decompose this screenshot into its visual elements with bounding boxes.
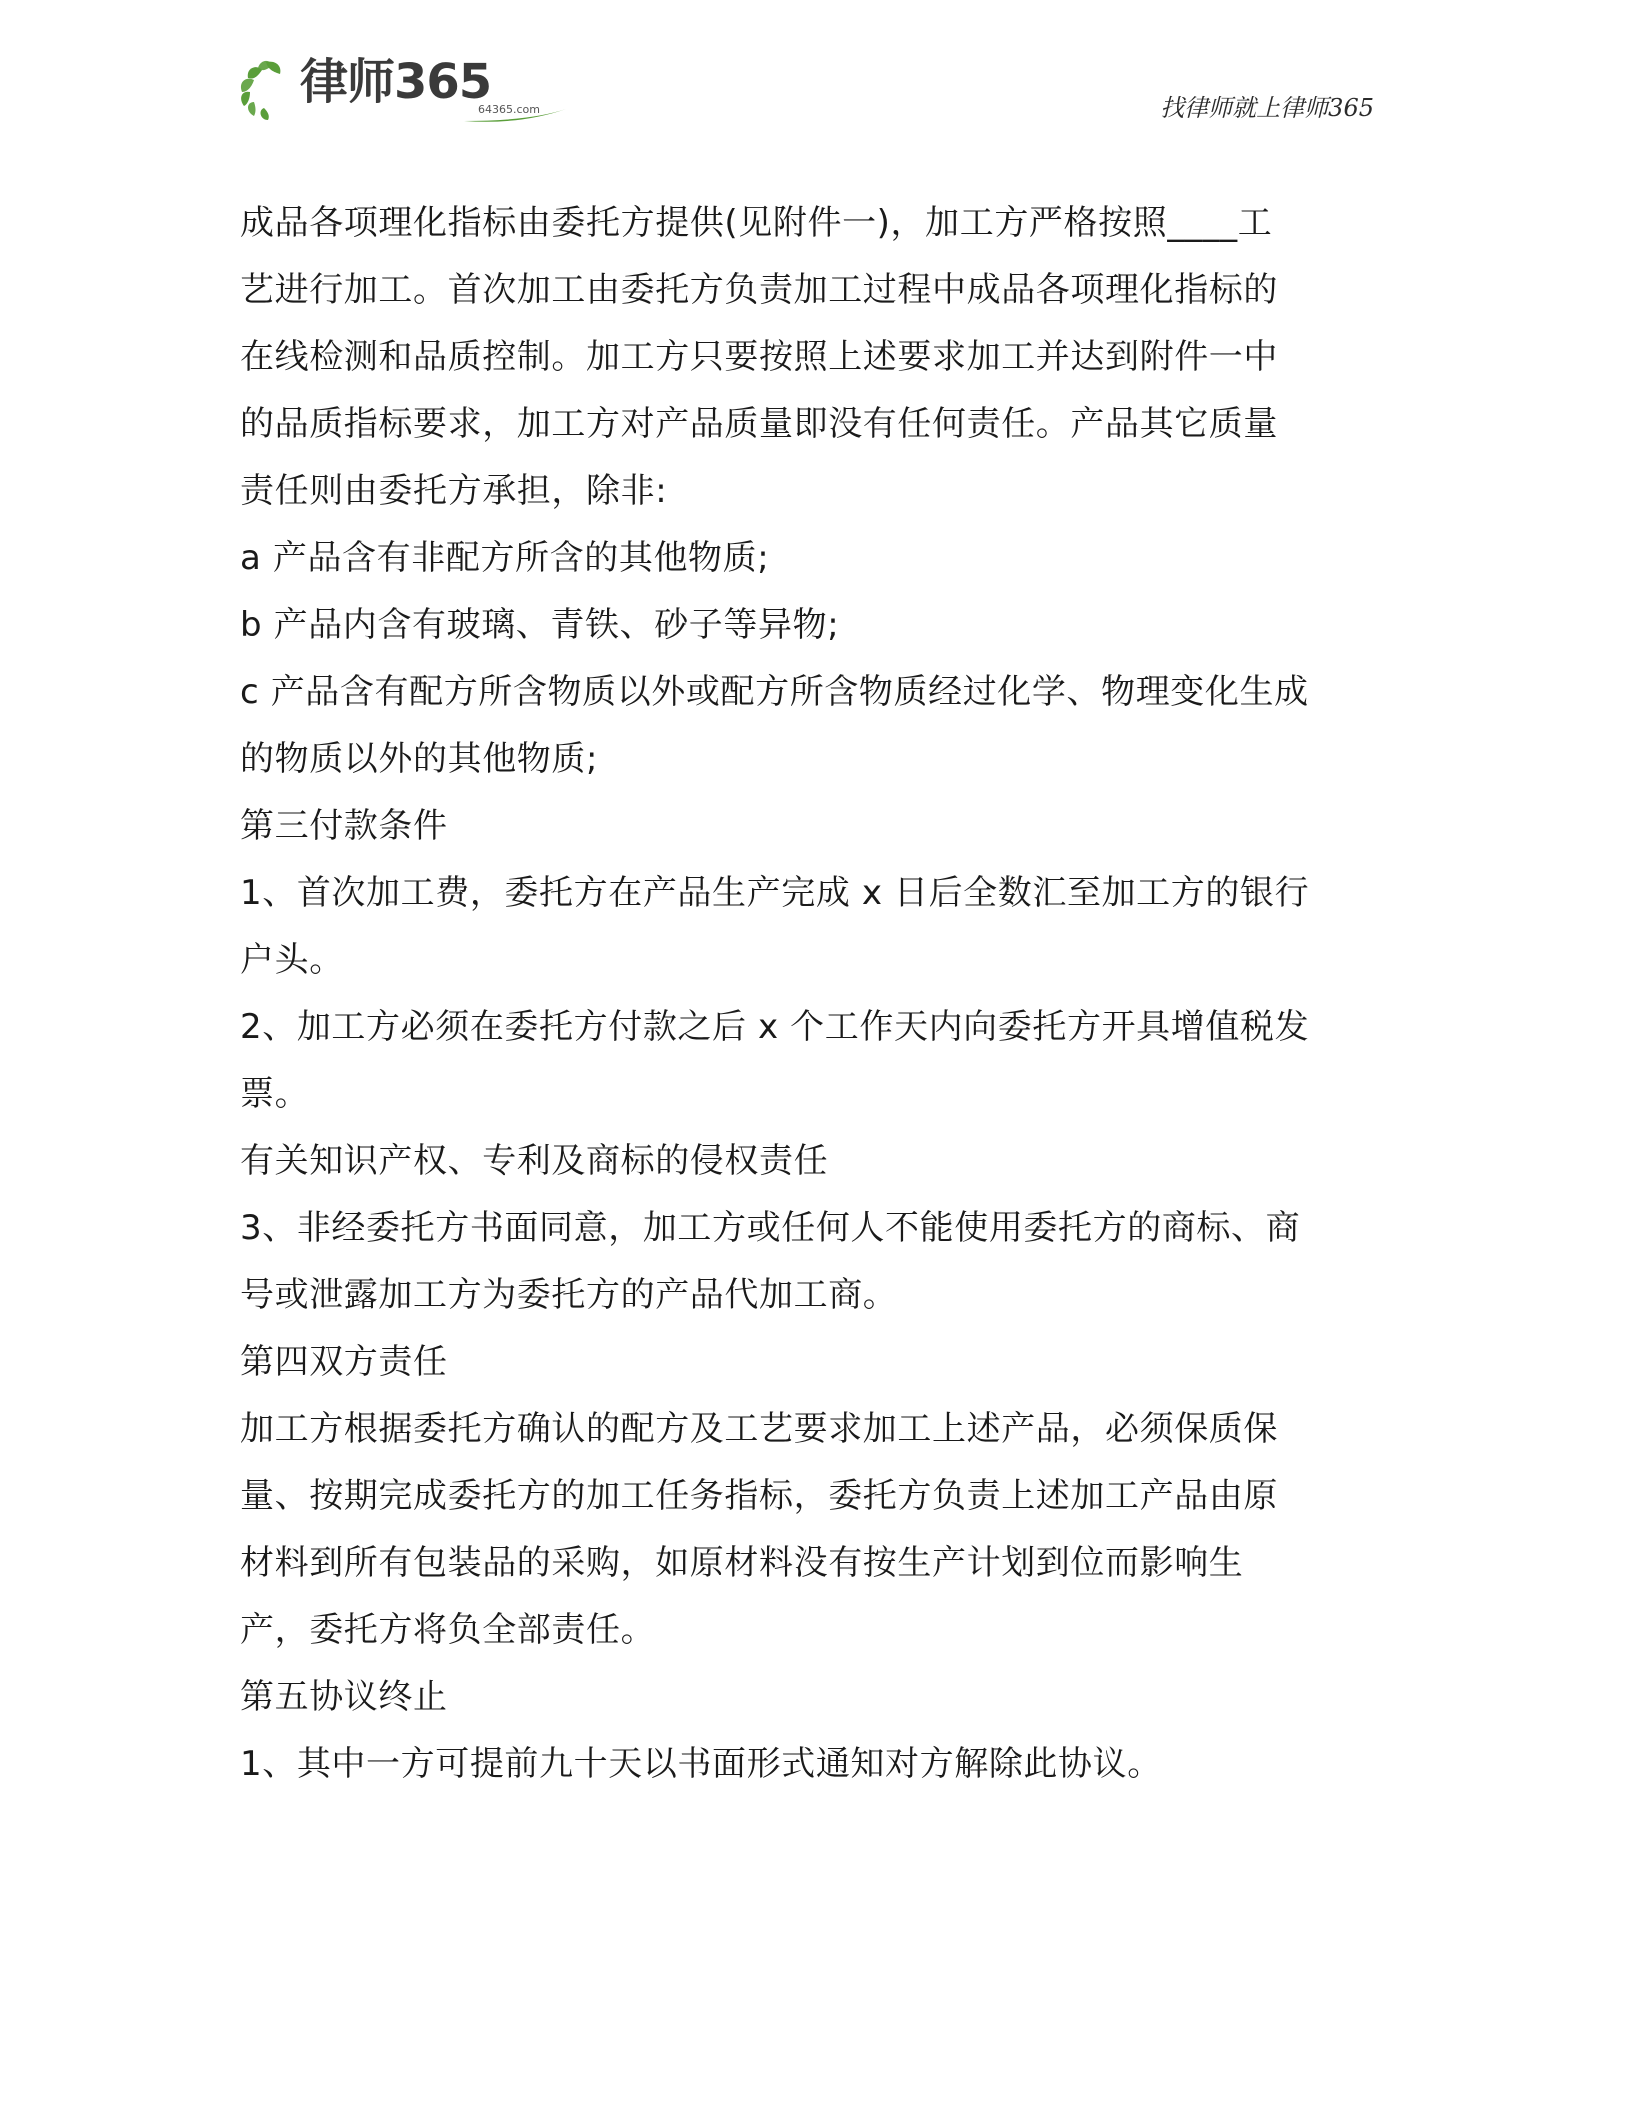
text-line: 1、首次加工费，委托方在产品生产完成 x 日后全数汇至加工方的银行 xyxy=(240,873,1310,913)
text-line: 在线检测和品质控制。加工方只要按照上述要求加工并达到附件一中 xyxy=(240,337,1278,377)
text-line: a 产品含有非配方所含的其他物质; xyxy=(240,538,770,578)
document-body xyxy=(240,190,1400,1798)
text-line: 量、按期完成委托方的加工任务指标，委托方负责上述加工产品由原 xyxy=(240,1476,1278,1516)
leaf-logo-icon xyxy=(236,56,292,124)
text-line: 1、其中一方可提前九十天以书面形式通知对方解除此协议。 xyxy=(240,1744,1162,1784)
section-heading: 第五协议终止 xyxy=(240,1677,448,1717)
section-heading: 有关知识产权、专利及商标的侵权责任 xyxy=(240,1141,829,1181)
text-line: 艺进行加工。首次加工由委托方负责加工过程中成品各项理化指标的 xyxy=(240,270,1278,310)
text-line: 成品各项理化指标由委托方提供(见附件一)，加工方严格按照____工 xyxy=(240,203,1273,243)
text-line: c 产品含有配方所含物质以外或配方所含物质经过化学、物理变化生成 xyxy=(240,672,1309,712)
page-header xyxy=(236,50,1386,130)
text-line: 票。 xyxy=(240,1074,310,1114)
text-line: 2、加工方必须在委托方付款之后 x 个工作天内向委托方开具增值税发 xyxy=(240,1007,1310,1047)
section-heading: 第三付款条件 xyxy=(240,806,448,846)
text-line: b 产品内含有玻璃、青铁、砂子等异物; xyxy=(240,605,840,645)
logo-domain: 64365.com xyxy=(478,103,540,116)
text-line: 号或泄露加工方为委托方的产品代加工商。 xyxy=(240,1275,898,1315)
logo-name: 律师365 xyxy=(300,54,492,110)
logo-text xyxy=(300,54,540,125)
text-line: 责任则由委托方承担，除非: xyxy=(240,471,668,511)
text-line: 的物质以外的其他物质; xyxy=(240,739,599,779)
brand-logo xyxy=(236,50,540,130)
text-line: 户头。 xyxy=(240,940,344,980)
text-line: 加工方根据委托方确认的配方及工艺要求加工上述产品，必须保质保 xyxy=(240,1409,1278,1449)
text-line: 材料到所有包装品的采购，如原材料没有按生产计划到位而影响生 xyxy=(240,1543,1244,1583)
section-heading: 第四双方责任 xyxy=(240,1342,448,1382)
header-slogan: 找律师就上律师365 xyxy=(1160,94,1374,122)
text-line: 产，委托方将负全部责任。 xyxy=(240,1610,656,1650)
text-line: 3、非经委托方书面同意，加工方或任何人不能使用委托方的商标、商 xyxy=(240,1208,1301,1248)
text-line: 的品质指标要求，加工方对产品质量即没有任何责任。产品其它质量 xyxy=(240,404,1278,444)
